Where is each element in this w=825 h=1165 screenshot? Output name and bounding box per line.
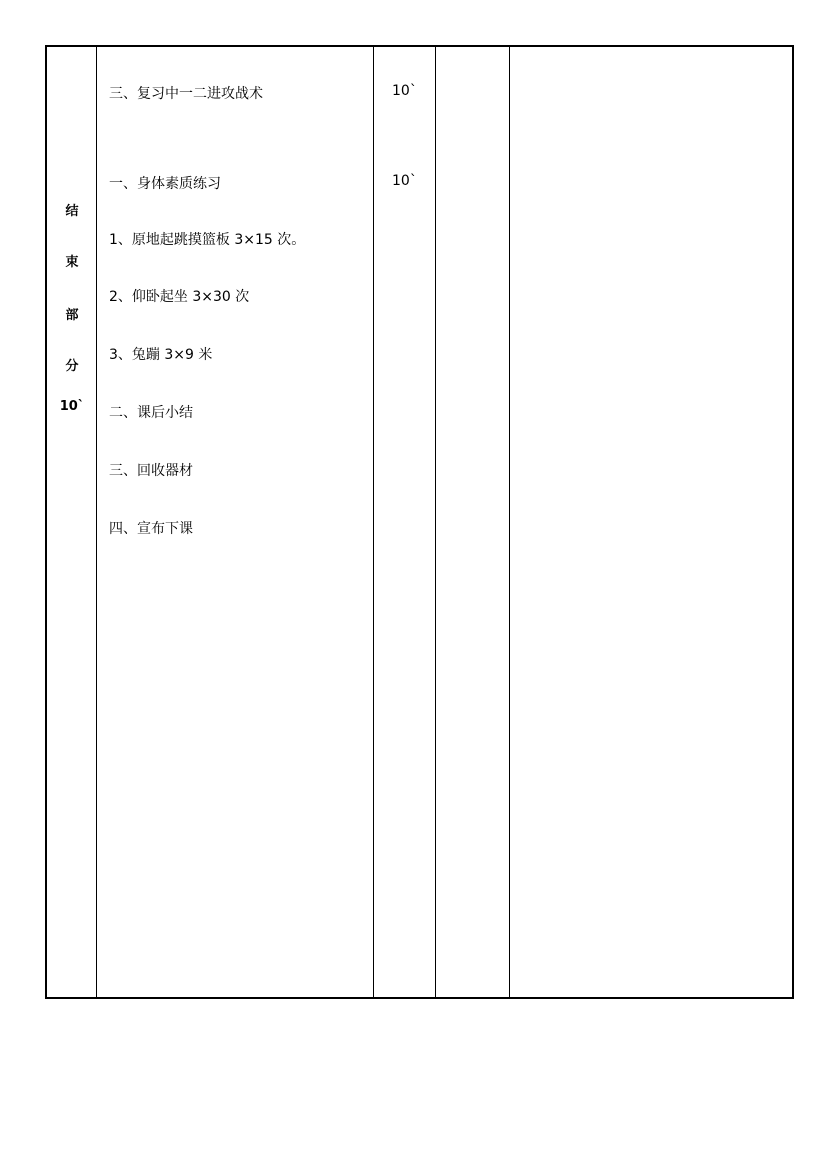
content-fitness-item-1: 1、原地起跳摸篮板 3×15 次。 bbox=[109, 232, 306, 248]
content-dismiss: 四、宣布下课 bbox=[109, 521, 193, 537]
content-review-tactics: 三、复习中一二进攻战术 bbox=[109, 86, 263, 102]
column-divider-1 bbox=[96, 47, 97, 997]
content-fitness-item-3: 3、兔蹦 3×9 米 bbox=[109, 347, 213, 363]
section-label-char-4: 分 bbox=[65, 359, 79, 374]
section-time: 10` bbox=[59, 399, 85, 414]
column-divider-3 bbox=[435, 47, 436, 997]
content-fitness-heading: 一、身体素质练习 bbox=[109, 176, 221, 192]
section-label-char-2: 束 bbox=[65, 255, 79, 270]
content-fitness-item-2: 2、仰卧起坐 3×30 次 bbox=[109, 289, 250, 305]
time-fitness: 10` bbox=[392, 173, 417, 189]
column-divider-2 bbox=[373, 47, 374, 997]
section-label-char-3: 部 bbox=[65, 308, 79, 323]
content-summary: 二、课后小结 bbox=[109, 405, 193, 421]
content-equipment: 三、回收器材 bbox=[109, 463, 193, 479]
column-divider-4 bbox=[509, 47, 510, 997]
time-review-tactics: 10` bbox=[392, 83, 417, 99]
section-label-char-1: 结 bbox=[65, 204, 79, 219]
lesson-plan-table bbox=[45, 45, 794, 999]
